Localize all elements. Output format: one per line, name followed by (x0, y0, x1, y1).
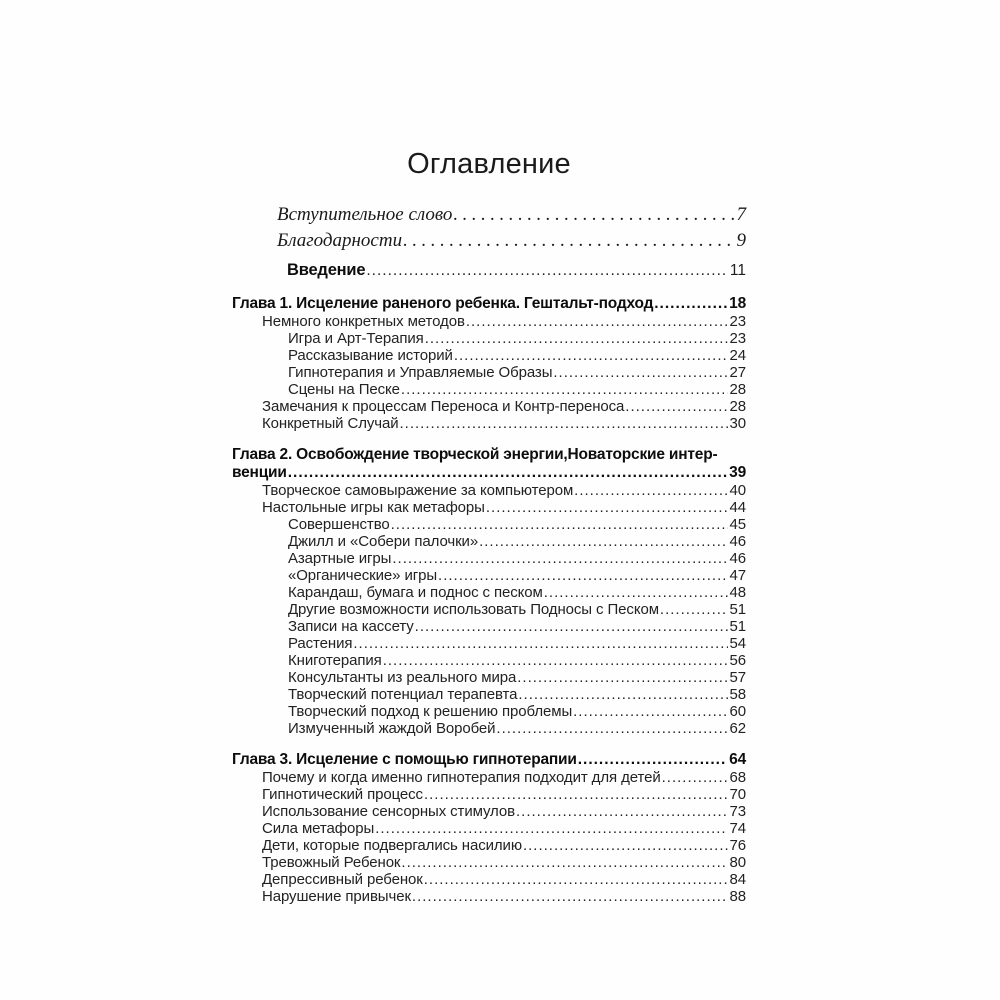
toc-entry (232, 567, 746, 584)
entry-page-number: 46 (729, 533, 746, 550)
entry-page-number: 23 (729, 313, 746, 330)
entry-page-number: 73 (729, 803, 746, 820)
toc-entry (232, 669, 746, 686)
toc-entry (232, 364, 746, 381)
entry-page-number: 30 (729, 415, 746, 432)
entry-page-number: 88 (729, 888, 746, 905)
toc-entry (232, 618, 746, 635)
entry-label: Творческий подход к решению проблемы (288, 703, 573, 720)
entry-page-number: 70 (729, 786, 746, 803)
entry-label: Использование сенсорных стимулов (262, 803, 515, 820)
entry-label: Тревожный Ребенок (262, 854, 401, 871)
dot-leader (553, 364, 727, 381)
toc-entry (232, 871, 746, 888)
entry-page-number: 28 (729, 381, 746, 398)
chapter-2-section (232, 446, 746, 737)
toc-entry (232, 786, 746, 803)
chapter-page-number: 64 (729, 751, 746, 768)
entry-page-number: 11 (729, 262, 746, 279)
toc-entry (232, 803, 746, 820)
dot-leader (412, 888, 728, 905)
entry-page-number: 40 (729, 482, 746, 499)
dot-leader (403, 228, 734, 254)
toc-entry (232, 381, 746, 398)
toc-entry (232, 854, 746, 871)
entry-label: Нарушение привычек (262, 888, 411, 905)
front-matter-section (232, 202, 746, 254)
dot-leader (353, 635, 727, 652)
entry-page-number: 62 (729, 720, 746, 737)
toc-entry (232, 837, 746, 854)
entry-page-number: 54 (729, 635, 746, 652)
entry-page-number: 9 (736, 230, 746, 251)
dot-leader (518, 686, 727, 703)
entry-label: Настольные игры как метафоры (262, 499, 485, 516)
dot-leader (544, 584, 728, 601)
chapter-heading (232, 464, 746, 482)
entry-page-number: 44 (729, 499, 746, 516)
entry-label: Сила метафоры (262, 820, 375, 837)
toc-entry (232, 398, 746, 415)
entry-label: Сцены на Песке (288, 381, 400, 398)
dot-leader (383, 652, 728, 669)
dot-leader (415, 618, 728, 635)
entry-label: Депрессивный ребенок (262, 871, 423, 888)
dot-leader (392, 550, 727, 567)
dot-leader (466, 313, 728, 330)
entry-page-number: 74 (729, 820, 746, 837)
entry-label: Творческое самовыражение за компьютером (262, 482, 574, 499)
entry-page-number: 58 (729, 686, 746, 703)
entry-label: «Органические» игры (288, 567, 438, 584)
entry-page-number: 47 (729, 567, 746, 584)
chapter-title: Глава 1. Исцеление раненого ребенка. Гештальт-подход (232, 295, 654, 312)
entry-label: Азартные игры (288, 550, 392, 567)
toc-entry (232, 516, 746, 533)
chapter-3-section (232, 751, 746, 905)
toc-entry (232, 415, 746, 432)
table-of-contents (232, 146, 746, 905)
entry-label: Введение (287, 261, 366, 279)
dot-leader (425, 330, 728, 347)
introduction-section (232, 260, 746, 281)
toc-title: Оглавление (407, 148, 571, 180)
entry-page-number: 51 (729, 601, 746, 618)
toc-entry (232, 499, 746, 516)
entry-page-number: 45 (729, 516, 746, 533)
entry-page-number: 27 (729, 364, 746, 381)
chapter-title: венции (232, 464, 287, 481)
entry-page-number: 80 (729, 854, 746, 871)
entry-label: Рассказывание историй (288, 347, 453, 364)
chapter-1-section (232, 295, 746, 432)
dot-leader (479, 533, 727, 550)
dot-leader (400, 415, 728, 432)
toc-entry (232, 720, 746, 737)
entry-page-number: 84 (729, 871, 746, 888)
dot-leader (574, 482, 727, 499)
entry-page-number: 23 (729, 330, 746, 347)
entry-page-number: 57 (729, 669, 746, 686)
dot-leader (625, 398, 727, 415)
entry-page-number: 56 (729, 652, 746, 669)
toc-entry (232, 550, 746, 567)
dot-leader (654, 295, 727, 313)
toc-entry (232, 686, 746, 703)
entry-page-number: 68 (729, 769, 746, 786)
chapter-heading (232, 751, 746, 769)
toc-entry (232, 820, 746, 837)
entry-label: Джилл и «Собери палочки» (288, 533, 479, 550)
entry-page-number: 76 (729, 837, 746, 854)
dot-leader (496, 720, 727, 737)
toc-entry (232, 313, 746, 330)
entry-label: Конкретный Случай (262, 415, 399, 432)
dot-leader (523, 837, 728, 854)
toc-entry (232, 584, 746, 601)
entry-label: Консультанты из реального мира (288, 669, 517, 686)
dot-leader (401, 381, 728, 398)
dot-leader (391, 516, 728, 533)
entry-page-number: 24 (729, 347, 746, 364)
dot-leader (454, 347, 728, 364)
toc-entry (232, 652, 746, 669)
dot-leader (401, 854, 727, 871)
entry-page-number: 46 (729, 550, 746, 567)
toc-entry (232, 703, 746, 720)
entry-page-number: 48 (729, 584, 746, 601)
toc-entry (232, 347, 746, 364)
dot-leader (573, 703, 727, 720)
entry-label: Дети, которые подвергались насилию (262, 837, 522, 854)
toc-entry (232, 635, 746, 652)
dot-leader (424, 786, 728, 803)
chapter-heading-line1: Глава 2. Освобождение творческой энергии,Новаторские интер- (232, 446, 718, 463)
toc-entry (232, 533, 746, 550)
entry-page-number: 51 (729, 618, 746, 635)
dot-leader (578, 751, 727, 769)
toc-entry (232, 260, 746, 281)
toc-entry (232, 330, 746, 347)
chapter-page-number: 39 (729, 464, 746, 481)
dot-leader (424, 871, 728, 888)
dot-leader (660, 601, 728, 618)
entry-page-number: 60 (729, 703, 746, 720)
entry-label: Благодарности (277, 230, 403, 251)
toc-entry (232, 202, 746, 228)
entry-label: Совершенство (288, 516, 390, 533)
dot-leader (453, 202, 734, 228)
entry-label: Гипнотический процесс (262, 786, 423, 803)
dot-leader (662, 769, 728, 786)
entry-label: Книготерапия (288, 652, 382, 669)
toc-entry (232, 482, 746, 499)
chapter-heading (232, 295, 746, 313)
dot-leader (486, 499, 728, 516)
entry-label: Почему и когда именно гипнотерапия подходит для детей (262, 769, 661, 786)
dot-leader (366, 261, 728, 281)
dot-leader (288, 464, 727, 482)
dot-leader (517, 669, 727, 686)
entry-label: Другие возможности использовать Подносы с Песком (288, 601, 659, 618)
toc-entry (232, 769, 746, 786)
toc-entry (232, 601, 746, 618)
chapter-page-number: 18 (729, 295, 746, 312)
entry-label: Игра и Арт-Терапия (288, 330, 424, 347)
entry-label: Гипнотерапия и Управляемые Образы (288, 364, 553, 381)
toc-entry (232, 228, 746, 254)
entry-label: Немного конкретных методов (262, 313, 465, 330)
entry-page-number: 7 (736, 204, 746, 225)
toc-entry (232, 888, 746, 905)
entry-label: Растения (288, 635, 353, 652)
dot-leader (375, 820, 727, 837)
entry-page-number: 28 (729, 398, 746, 415)
entry-label: Вступительное слово (277, 204, 453, 225)
entry-label: Измученный жаждой Воробей (288, 720, 496, 737)
entry-label: Замечания к процессам Переноса и Контр-переноса (262, 398, 625, 415)
dot-leader (516, 803, 728, 820)
entry-label: Карандаш, бумага и поднос с песком (288, 584, 543, 601)
entry-label: Записи на кассету (288, 618, 414, 635)
chapter-title: Глава 3. Исцеление с помощью гипнотерапии (232, 751, 577, 768)
dot-leader (438, 567, 727, 584)
entry-label: Творческий потенциал терапевта (288, 686, 518, 703)
